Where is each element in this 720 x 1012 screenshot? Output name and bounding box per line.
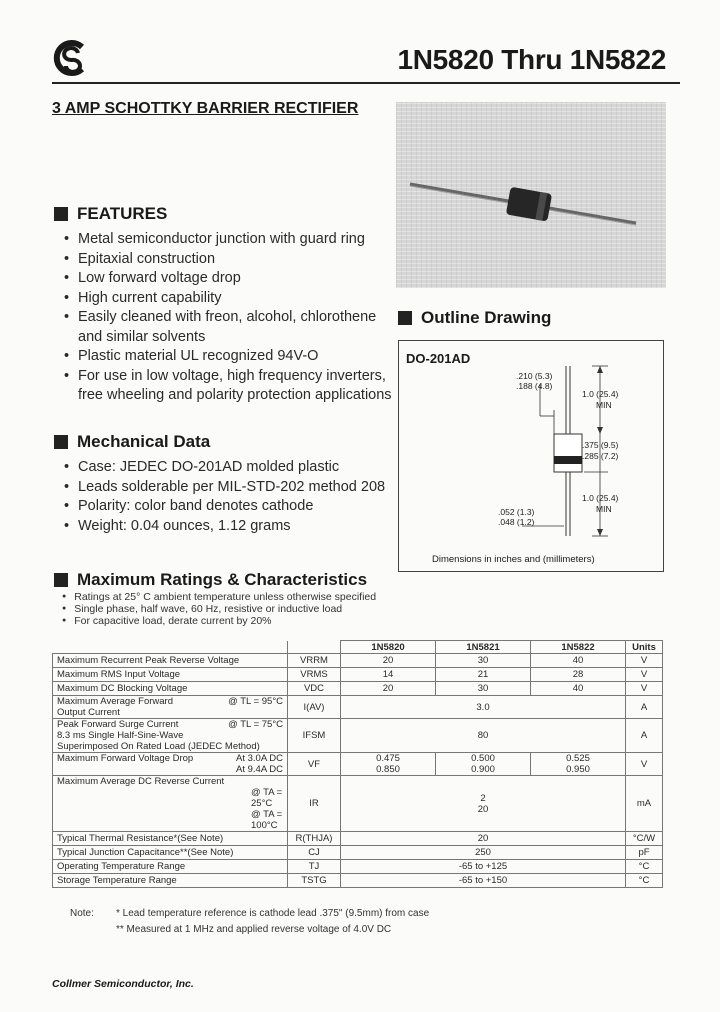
section-square-icon xyxy=(398,311,412,325)
list-item: • Epitaxial construction xyxy=(54,250,394,270)
table-row: Maximum DC Blocking Voltage VDC 20 30 40 V xyxy=(53,682,663,696)
list-item: • Plastic material UL recognized 94V-O xyxy=(54,347,394,367)
table-header: 1N5822 xyxy=(531,641,626,654)
features-heading: FEATURES xyxy=(54,204,167,224)
outline-heading: Outline Drawing xyxy=(398,308,551,328)
list-item: • Case: JEDEC DO-201AD molded plastic xyxy=(54,458,394,478)
cs-logo-icon xyxy=(52,38,92,78)
table-row: Maximum RMS Input Voltage VRMS 14 21 28 V xyxy=(53,668,663,682)
table-notes: Note: * Lead temperature reference is cathode lead .375" (9.5mm) from case ** Measured at 1 MHz and applied reverse voltage of 4.0V DC xyxy=(70,908,430,935)
list-item: • Easily cleaned with freon, alcohol, chlorothene and similar solvents xyxy=(54,308,394,347)
list-item: • Low forward voltage drop xyxy=(54,269,394,289)
table-header: 1N5821 xyxy=(436,641,531,654)
table-row: Maximum Average Forward @ TL = 95°C Output Current I(AV) 3.0 A xyxy=(53,696,663,719)
table-row: Typical Junction Capacitance**(See Note) CJ 250 pF xyxy=(53,846,663,860)
list-item: • Metal semiconductor junction with guard ring xyxy=(54,230,394,250)
table-row: Peak Forward Surge Current @ TL = 75°C 8.3 ms Single Half-Sine-Wave Superimposed On Rated Load (JEDEC Method) IFSM 80 A xyxy=(53,719,663,753)
diode-photo-image xyxy=(396,102,666,288)
product-photo xyxy=(396,102,666,288)
table-row: Maximum Recurrent Peak Reverse Voltage VRRM 20 30 40 V xyxy=(53,654,663,668)
dimensions-note: Dimensions in inches and (millimeters) xyxy=(432,554,595,565)
list-item: • Weight: 0.04 ounces, 1.12 grams xyxy=(54,517,394,537)
list-item: • Polarity: color band denotes cathode xyxy=(54,497,394,517)
table-row: Maximum Average DC Reverse Current @ TA = 25°C @ TA = 100°C IR 2 20 mA xyxy=(53,776,663,832)
body-length-dim: .375 (9.5) .285 (7.2) xyxy=(582,440,619,461)
list-item: ● For capacitive load, derate current by 20% xyxy=(62,615,376,627)
ratings-heading: Maximum Ratings & Characteristics xyxy=(54,570,367,590)
lead-diameter-dim: .052 (1.3) .048 (1.2) xyxy=(498,507,535,527)
list-item: • High current capability xyxy=(54,289,394,309)
table-row: Operating Temperature Range TJ -65 to +125 °C xyxy=(53,860,663,874)
mechanical-list xyxy=(54,458,394,536)
ratings-notes xyxy=(62,591,376,627)
company-footer: Collmer Semiconductor, Inc. xyxy=(52,978,194,990)
product-subtitle: 3 AMP SCHOTTKY BARRIER RECTIFIER xyxy=(52,100,359,117)
body-diameter-dim: .210 (5.3) .188 (4.8) xyxy=(516,371,553,391)
table-header-row xyxy=(53,641,663,654)
table-row: Typical Thermal Resistance*(See Note) R(THJA) 20 °C/W xyxy=(53,832,663,846)
top-lead-dim: 1.0 (25.4) MIN xyxy=(582,389,619,410)
page-title: 1N5820 Thru 1N5822 xyxy=(397,44,666,75)
table-row: Storage Temperature Range TSTG -65 to +150 °C xyxy=(53,874,663,888)
list-item: ● Ratings at 25° C ambient temperature unless otherwise specified xyxy=(62,591,376,603)
features-list xyxy=(54,230,394,406)
table-row: Maximum Forward Voltage Drop At 3.0A DC At 9.4A DC VF 0.475 0.850 0.500 0.900 0.525 0.950 V xyxy=(53,753,663,776)
package-label: DO-201AD xyxy=(406,351,471,366)
section-square-icon xyxy=(54,207,68,221)
list-item: • For use in low voltage, high frequency inverters, free wheeling and polarity protection applications xyxy=(54,367,394,406)
section-square-icon xyxy=(54,435,68,449)
ratings-table xyxy=(52,640,663,888)
title-divider xyxy=(52,82,680,84)
mechanical-heading: Mechanical Data xyxy=(54,432,210,452)
table-header: Units xyxy=(626,641,663,654)
section-square-icon xyxy=(54,573,68,587)
bottom-lead-dim: 1.0 (25.4) MIN xyxy=(582,493,619,514)
table-header: 1N5820 xyxy=(341,641,436,654)
list-item: • Leads solderable per MIL-STD-202 method 208 xyxy=(54,478,394,498)
list-item: ● Single phase, half wave, 60 Hz, resistive or inductive load xyxy=(62,603,376,615)
